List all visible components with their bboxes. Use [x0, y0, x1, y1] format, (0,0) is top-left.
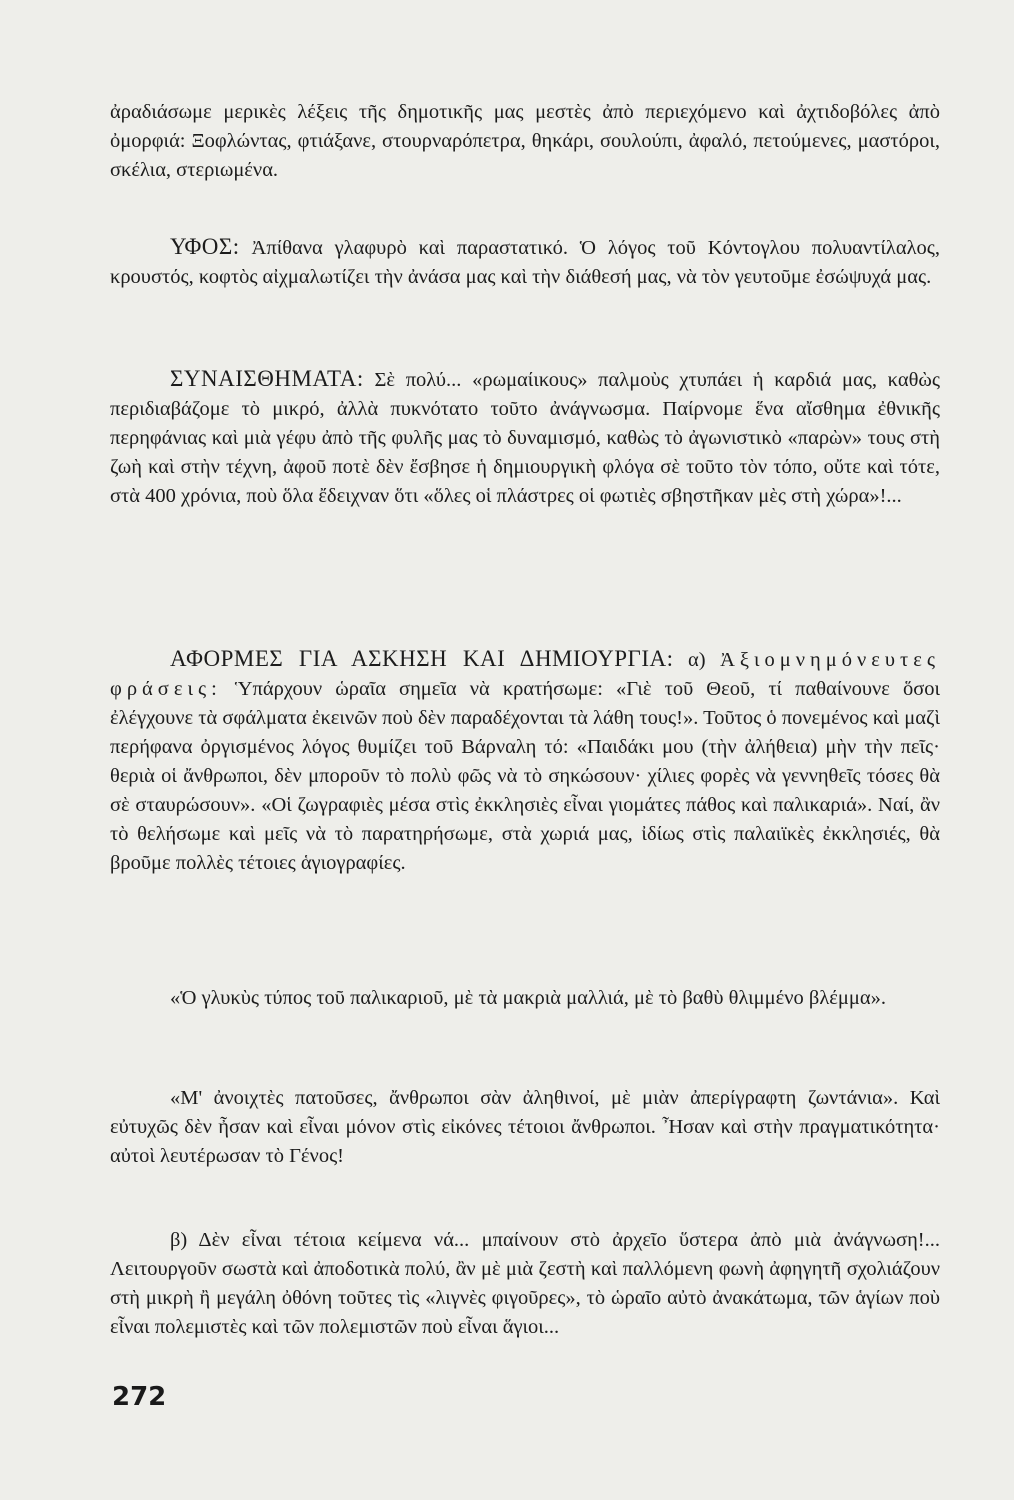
- style-heading: ΥΦΟΣ:: [170, 234, 240, 259]
- part-b-paragraph: β) Δὲν εἶναι τέτοια κείμενα νά... μπαίνουν στὸ ἀρχεῖο ὕστερα ἀπὸ μιὰ ἀνάγνωση!... Λειτουργοῦν σωστὰ καὶ ἀποδοτικὰ πολύ, ἂν μὲ μιὰ ζεστὴ καὶ παλλόμενη φωνὴ ἀφηγητῆ σχολιάζουν στὴ μικρὴ ἢ μεγάλη ὀθόνη τοῦτες τὶς «λιγνὲς φιγοῦρες», τὸ ὡραῖο αὐτὸ ἀνακάτωμα, τῶν ἁγίων ποὺ εἶναι πολεμιστὲς καὶ τῶν πολεμιστῶν ποὺ εἶναι ἅγιοι...: [110, 1229, 940, 1338]
- quote-one-paragraph: «Ὁ γλυκὺς τύπος τοῦ παλικαριοῦ, μὲ τὰ μακριὰ μαλλιά, μὲ τὸ βαθὺ θλιμμένο βλέμμα».: [170, 987, 886, 1009]
- exercise-subheading: Ἀξιομνημόνευτες φράσεις:: [110, 649, 941, 700]
- feelings-heading: ΣΥΝΑΙΣΘΗΜΑΤΑ:: [170, 366, 364, 391]
- exercise-paragraph: [110, 644, 940, 878]
- exercise-prefix: α): [688, 649, 706, 671]
- exercise-heading: ΑΦΟΡΜΕΣ ΓΙΑ ΑΣΚΗΣΗ ΚΑΙ ΔΗΜΙΟΥΡΓΙΑ:: [170, 646, 674, 671]
- style-text: Ἀπίθανα γλαφυρὸ καὶ παραστατικό. Ὁ λόγος τοῦ Κόντογλου πολυαντίλαλος, κρουστός, κοφτὸς αἰχμαλωτίζει τὴν ἀνάσα μας καὶ τὴν διάθεσή μας, νὰ τὸν γευτοῦμε ἐσώψυχά μας.: [110, 237, 941, 288]
- intro-paragraph: ἀραδιάσωμε μερικὲς λέξεις τῆς δημοτικῆς μας μεστὲς ἀπὸ περιεχόμενο καὶ ἀχτιδοβόλες ἀπὸ ὀμορφιά: Ξοφλώντας, φτιάξανε, στουρναρόπετρα, θηκάρι, σουλούπι, ἀφαλό, πετούμενες, μαστόροι, σκέλια, στεριωμένα.: [110, 101, 940, 181]
- feelings-text: Σὲ πολύ... «ρωμαίικους» παλμοὺς χτυπάει ἡ καρδιά μας, καθὼς περιδιαβάζομε τὸ μικρό, ἀλλὰ πυκνότατο τοῦτο ἀνάγνωσμα. Παίρνομε ἕνα αἴσθημα ἐθνικῆς περηφάνιας καὶ μιὰ γέφυ ἀπὸ τῆς φυλῆς μας τὸ δυναμισμό, καθὼς τὸ ἀγωνιστικὸ «παρὼν» τους στὴ ζωὴ καὶ στὴν τέχνη, ἀφοῦ ποτὲ δὲν ἔσβησε ἡ δημιουργικὴ φλόγα σὲ τοῦτο τὸν τόπο, οὔτε καὶ τότε, στὰ 400 χρόνια, ποὺ ὅλα ἔδειχναν ὅτι «ὅλες οἱ πλάστρες οἱ φωτιὲς σβηστῆκαν μὲς στὴ χώρα»!...: [110, 369, 941, 507]
- page-number: 272: [112, 1382, 167, 1412]
- feelings-paragraph: [110, 364, 940, 511]
- exercise-text: Ὑπάρχουν ὡραῖα σημεῖα νὰ κρατήσωμε: «Γιὲ τοῦ Θεοῦ, τί παθαίνουνε ὅσοι ἐλέγχουνε τὰ σφάλματα ἐκεινῶν ποὺ δὲν παραδέχονται τὰ λάθη τους!». Τοῦτος ὁ πονεμένος καὶ μαζὶ περήφανα ὀργισμένος λόγος θυμίζει τοῦ Βάρναλη τό: «Παιδάκι μου (τὴν ἀλήθεια) μὴν τὴν πεῖς· θεριὰ οἱ ἄνθρωποι, δὲν μποροῦν τὸ πολὺ φῶς νὰ τὸ σηκώσουν· χίλιες φορὲς νὰ γεννηθεῖς τόσες θὰ σὲ σταυρώσουν». «Οἱ ζωγραφιὲς μέσα στὶς ἐκκλησιὲς εἶναι γιομάτες πάθος καὶ παλικαριά». Ναί, ἂν τὸ θελήσωμε καὶ μεῖς νὰ τὸ παρατηρήσωμε, στὰ χωριά μας, ἰδίως στὶς παλαιϊκὲς ἐκκλησιές, θὰ βροῦμε πολλὲς τέτοιες ἁγιογραφίες.: [110, 678, 941, 874]
- quote-two-paragraph: «Μ' ἀνοιχτὲς πατοῦσες, ἄνθρωποι σὰν ἀληθινοί, μὲ μιὰν ἀπερίγραφτη ζωντάνια». Καὶ εὐτυχῶς δὲν ἦσαν καὶ εἶναι μόνον στὶς εἰκόνες τέτοιοι ἄνθρωποι. Ἦσαν καὶ στὴν πραγματικότητα· αὐτοὶ λευτέρωσαν τὸ Γένος!: [110, 1087, 940, 1167]
- style-paragraph: [110, 232, 940, 292]
